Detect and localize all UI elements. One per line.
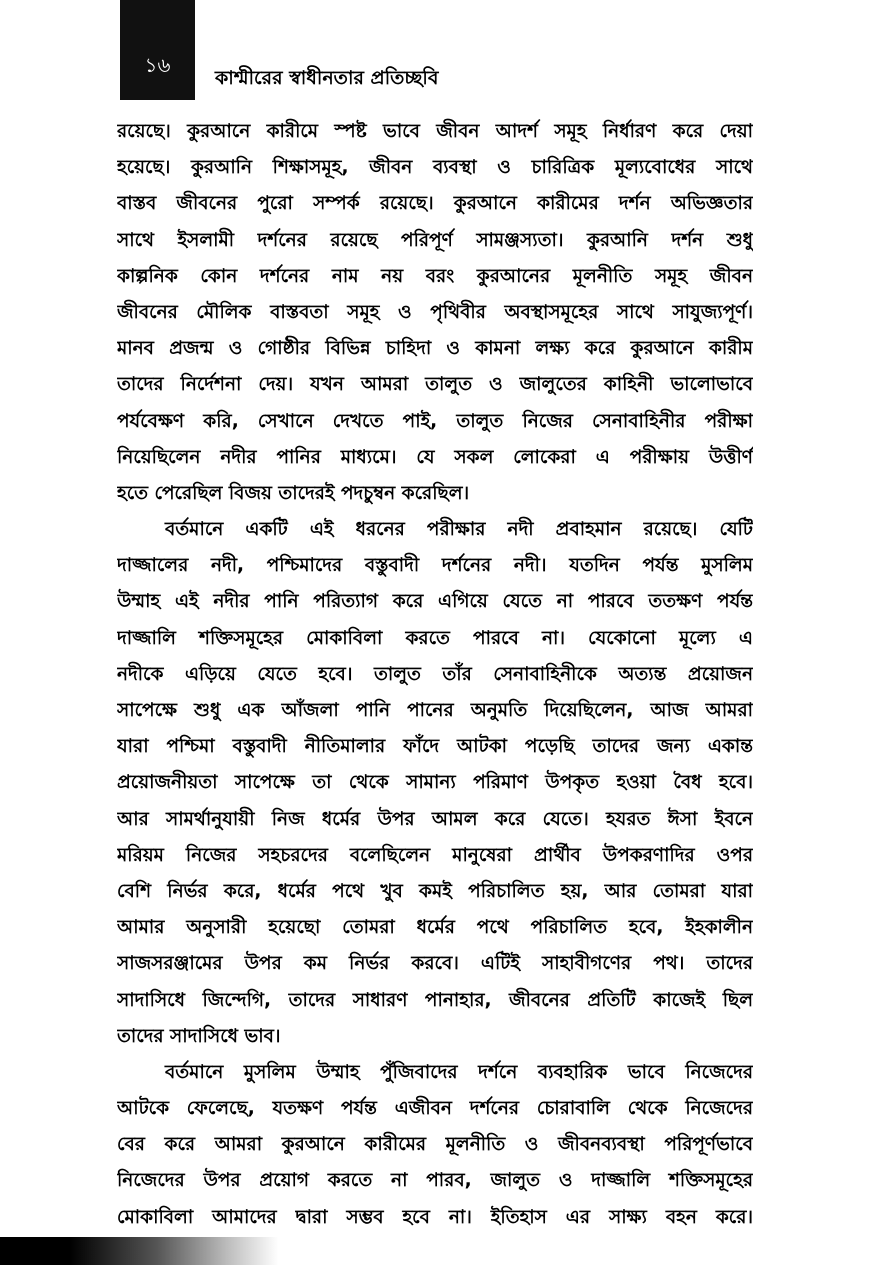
paragraph [117,114,753,512]
text-line: নিজেদের উপর প্রয়োগ করতে না পারব, জালুত ও দাজ্জালি শক্তিসমূহের [117,1170,753,1192]
text-line: নদীকে এড়িয়ে যেতে হবে। তালুত তাঁর সেনাবাহিনীকে অত্যন্ত প্রয়োজন [117,663,753,685]
page-number-tab [120,0,195,100]
text-line: বর্তমানে মুসলিম উম্মাহ পুঁজিবাদের দর্শনে ব্যবহারিক ভাবে নিজেদের [165,1061,753,1083]
text-line: নিয়েছিলেন নদীর পানির মাধ্যমে। যে সকল লোকেরা এ পরীক্ষায় উত্তীর্ণ [117,446,753,468]
text-line: যারা পশ্চিমা বস্তুবাদী নীতিমালার ফাঁদে আটকা পড়েছি তাদের জন্য একান্ত [117,736,753,758]
text-line: বেশি নির্ভর করে, ধর্মের পথে খুব কমই পরিচালিত হয়, আর তোমরা যারা [117,880,753,902]
text-line: কাল্পনিক কোন দর্শনের নাম নয় বরং কুরআনের মূলনীতি সমূহ জীবন [117,265,753,287]
text-line: মরিয়ম নিজের সহচরদের বলেছিলেন মানুষেরা প্রার্থীব উপকরণাদির ওপর [117,844,753,866]
text-line: সাজসরঞ্জামের উপর কম নির্ভর করবে। এটিই সাহাবীগণের পথ। তাদের [117,953,753,975]
text-line: প্রয়োজনীয়তা সাপেক্ষে তা থেকে সামান্য পরিমাণ উপকৃত হওয়া বৈধ হবে। [117,772,753,794]
text-line: তাদের নির্দেশনা দেয়। যখন আমরা তালুত ও জালুতের কাহিনী ভালোভাবে [117,374,753,396]
text-line: বর্তমানে একটি এই ধরনের পরীক্ষার নদী প্রবাহমান রয়েছে। যেটি [165,519,753,541]
text-line: পর্যবেক্ষণ করি, সেখানে দেখতে পাই, তালুত নিজের সেনাবাহিনীর পরীক্ষা [117,410,753,432]
paragraph [117,1055,753,1236]
body-text [117,114,753,1236]
text-line: বাস্তব জীবনের পুরো সম্পর্ক রয়েছে। কুরআনে কারীমের দর্শন অভিজ্ঞতার [117,193,753,215]
text-line: সাথে ইসলামী দর্শনের রয়েছে পরিপূর্ণ সামঞ্জস্যতা। কুরআনি দর্শন শুধু [117,229,753,251]
text-line: হয়েছে। কুরআনি শিক্ষাসমূহ, জীবন ব্যবস্থা ও চারিত্রিক মূল্যবোধের সাথে [117,157,753,179]
text-line: মানব প্রজন্ম ও গোষ্ঠীর বিভিন্ন চাহিদা ও কামনা লক্ষ্য করে কুরআনে কারীম [117,338,753,360]
text-line: রয়েছে। কুরআনে কারীমে স্পষ্ট ভাবে জীবন আদর্শ সমূহ নির্ধারণ করে দেয়া [117,121,753,142]
running-title: কাশ্মীরের স্বাধীনতার প্রতিচ্ছবি [215,67,439,89]
text-line: হতে পেরেছিল বিজয় তাদেরই পদচুম্বন করেছিল। [117,482,470,504]
text-line: আর সামর্থানুযায়ী নিজ ধর্মের উপর আমল করে যেতে। হযরত ঈসা ইবনে [117,808,753,830]
text-line: সাপেক্ষে শুধু এক আঁজলা পানি পানের অনুমতি দিয়েছিলেন, আজ আমরা [117,700,753,721]
text-line: সাদাসিধে জিন্দেগি, তাদের সাধারণ পানাহার, জীবনের প্রতিটি কাজেই ছিল [117,989,753,1011]
text-line: তাদের সাদাসিধে ভাব। [117,1025,281,1047]
text-line: আমার অনুসারী হয়েছো তোমরা ধর্মের পথে পরিচালিত হবে, ইহকালীন [117,917,753,939]
page-number: ১৬ [144,53,171,77]
text-line: জীবনের মৌলিক বাস্তবতা সমূহ ও পৃথিবীর অবস্থাসমূহের সাথে সাযুজ্যপূর্ণ। [117,301,753,323]
text-line: দাজ্জালি শক্তিসমূহের মোকাবিলা করতে পারবে না। যেকোনো মূল্যে এ [117,627,753,649]
bottom-gradient-bar [0,1237,870,1265]
text-line: মোকাবিলা আমাদের দ্বারা সম্ভব হবে না। ইতিহাস এর সাক্ষ্য বহন করে। [117,1206,753,1228]
text-line: দাজ্জালের নদী, পশ্চিমাদের বস্তুবাদী দর্শনের নদী। যতদিন পর্যন্ত মুসলিম [117,555,753,577]
paragraph [117,512,753,1055]
text-line: বের করে আমরা কুরআনে কারীমের মূলনীতি ও জীবনব্যবস্থা পরিপূর্ণভাবে [117,1134,753,1156]
text-line: উম্মাহ এই নদীর পানি পরিত্যাগ করে এগিয়ে যেতে না পারবে ততক্ষণ পর্যন্ত [117,591,753,613]
text-line: আটকে ফেলেছে, যতক্ষণ পর্যন্ত এজীবন দর্শনের চোরাবালি থেকে নিজেদের [117,1098,753,1120]
